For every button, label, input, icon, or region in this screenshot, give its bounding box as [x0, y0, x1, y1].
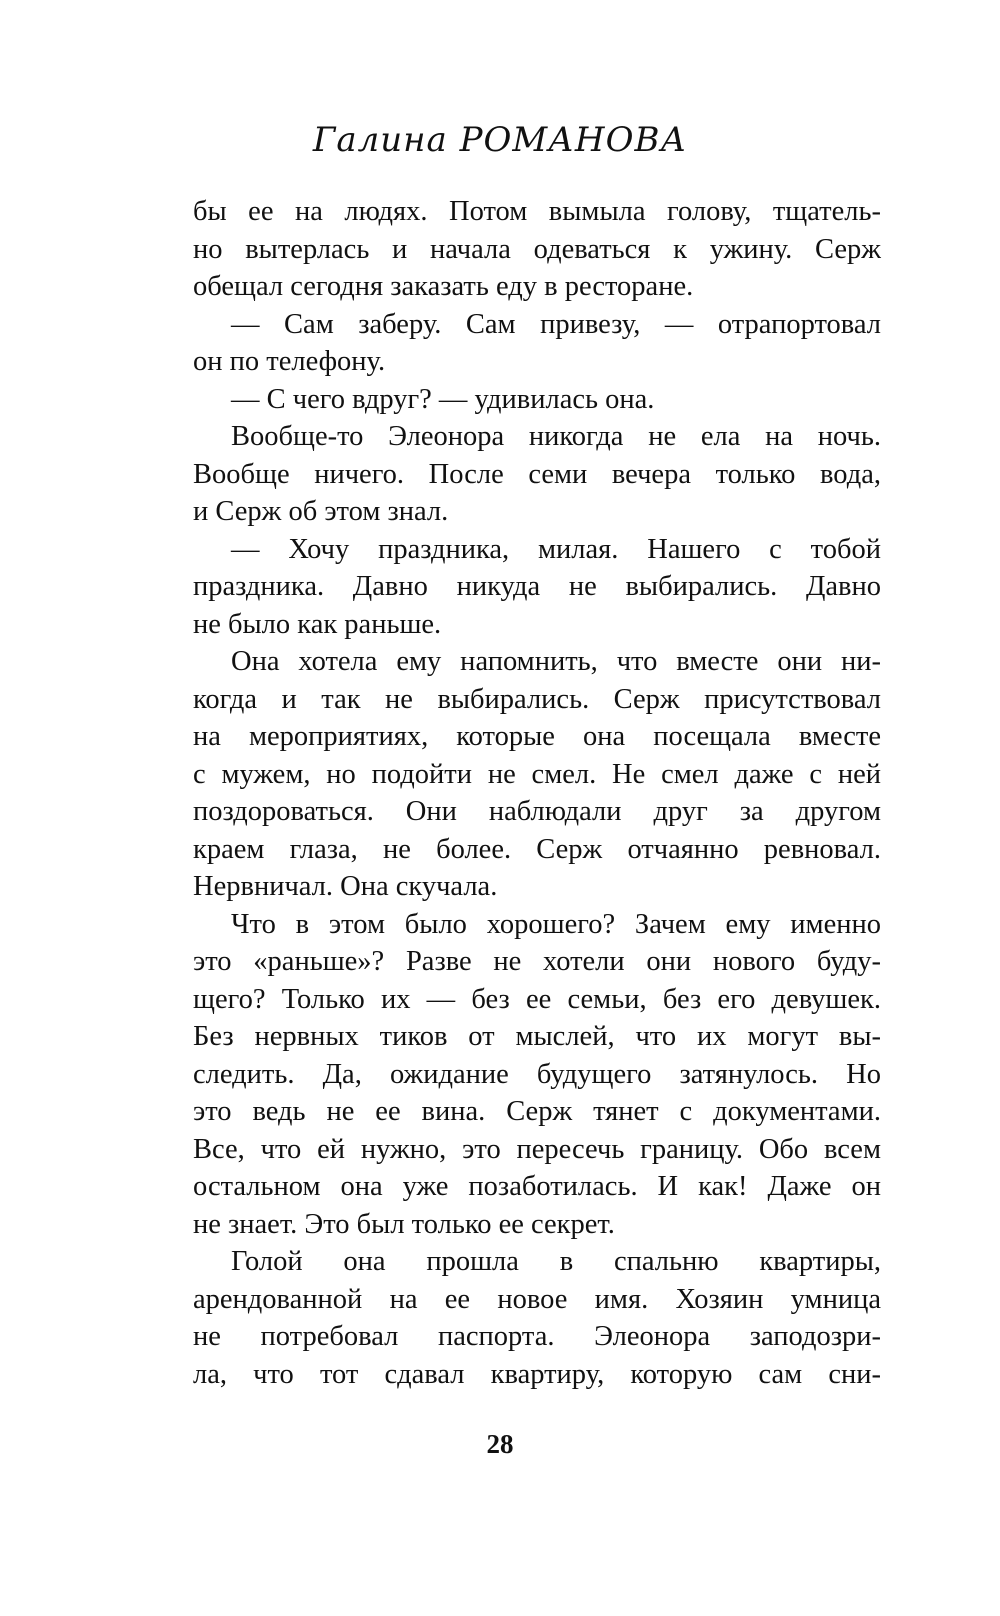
text-line: Вообще ничего. После семи вечера только вода,	[193, 458, 881, 490]
text-line: поздороваться. Они наблюдали друг за другом	[193, 796, 881, 827]
text-line: это «раньше»? Разве не хотели они нового буду-	[193, 946, 881, 977]
text-line: — Сам заберу. Сам привезу, — отрапортовал	[231, 308, 881, 340]
text-line: бы ее на людях. Потом вымыла голову, тщатель-	[193, 196, 881, 227]
text-line: и Серж об этом знал.	[193, 496, 449, 527]
text-line: Без нервных тиков от мыслей, что их могут вы-	[193, 1021, 881, 1052]
text-line: Что в этом было хорошего? Зачем ему именно	[231, 908, 881, 940]
text-line: следить. Да, ожидание будущего затянулось. Но	[193, 1058, 881, 1090]
text-line: Голой она прошла в спальню квартиры,	[231, 1246, 881, 1277]
body-text	[193, 193, 881, 1393]
text-line: ла, что тот сдавал квартиру, которую сам сни-	[193, 1358, 881, 1390]
text-line: Нервничал. Она скучала.	[193, 871, 498, 902]
text-line: Все, что ей нужно, это пересечь границу. Обо всем	[193, 1133, 881, 1165]
text-line: — Хочу праздника, милая. Нашего с тобой	[231, 533, 881, 565]
running-head-author: Галина РОМАНОВА	[312, 120, 688, 160]
page-number: 28	[486, 1429, 514, 1459]
text-line: остальном она уже позаботилась. И как! Даже он	[193, 1171, 881, 1202]
text-line: обещал сегодня заказать еду в ресторане.	[193, 271, 694, 302]
text-line: краем глаза, не более. Серж отчаянно ревновал.	[193, 833, 881, 865]
text-line: праздника. Давно никуда не выбирались. Давно	[193, 571, 881, 602]
text-line: на мероприятиях, которые она посещала вместе	[193, 721, 881, 752]
text-line: Она хотела ему напомнить, что вместе они ни-	[231, 646, 881, 677]
text-line: но вытерлась и начала одеваться к ужину. Серж	[193, 233, 881, 265]
text-line: когда и так не выбирались. Серж присутствовал	[193, 683, 881, 715]
text-line: щего? Только их — без ее семьи, без его девушек.	[193, 983, 881, 1015]
text-line: Вообще-то Элеонора никогда не ела на ночь.	[231, 421, 881, 452]
text-line: не было как раньше.	[193, 608, 442, 640]
text-line: не знает. Это был только ее секрет.	[193, 1208, 615, 1240]
text-line: арендованной на ее новое имя. Хозяин умница	[193, 1283, 881, 1315]
text-line: это ведь не ее вина. Серж тянет с документами.	[193, 1096, 881, 1127]
text-line: — С чего вдруг? — удивилась она.	[231, 383, 655, 415]
text-line: не потребовал паспорта. Элеонора заподозри-	[193, 1321, 881, 1352]
text-line: он по телефону.	[193, 346, 386, 377]
text-line: с мужем, но подойти не смел. Не смел даже с ней	[193, 758, 881, 790]
